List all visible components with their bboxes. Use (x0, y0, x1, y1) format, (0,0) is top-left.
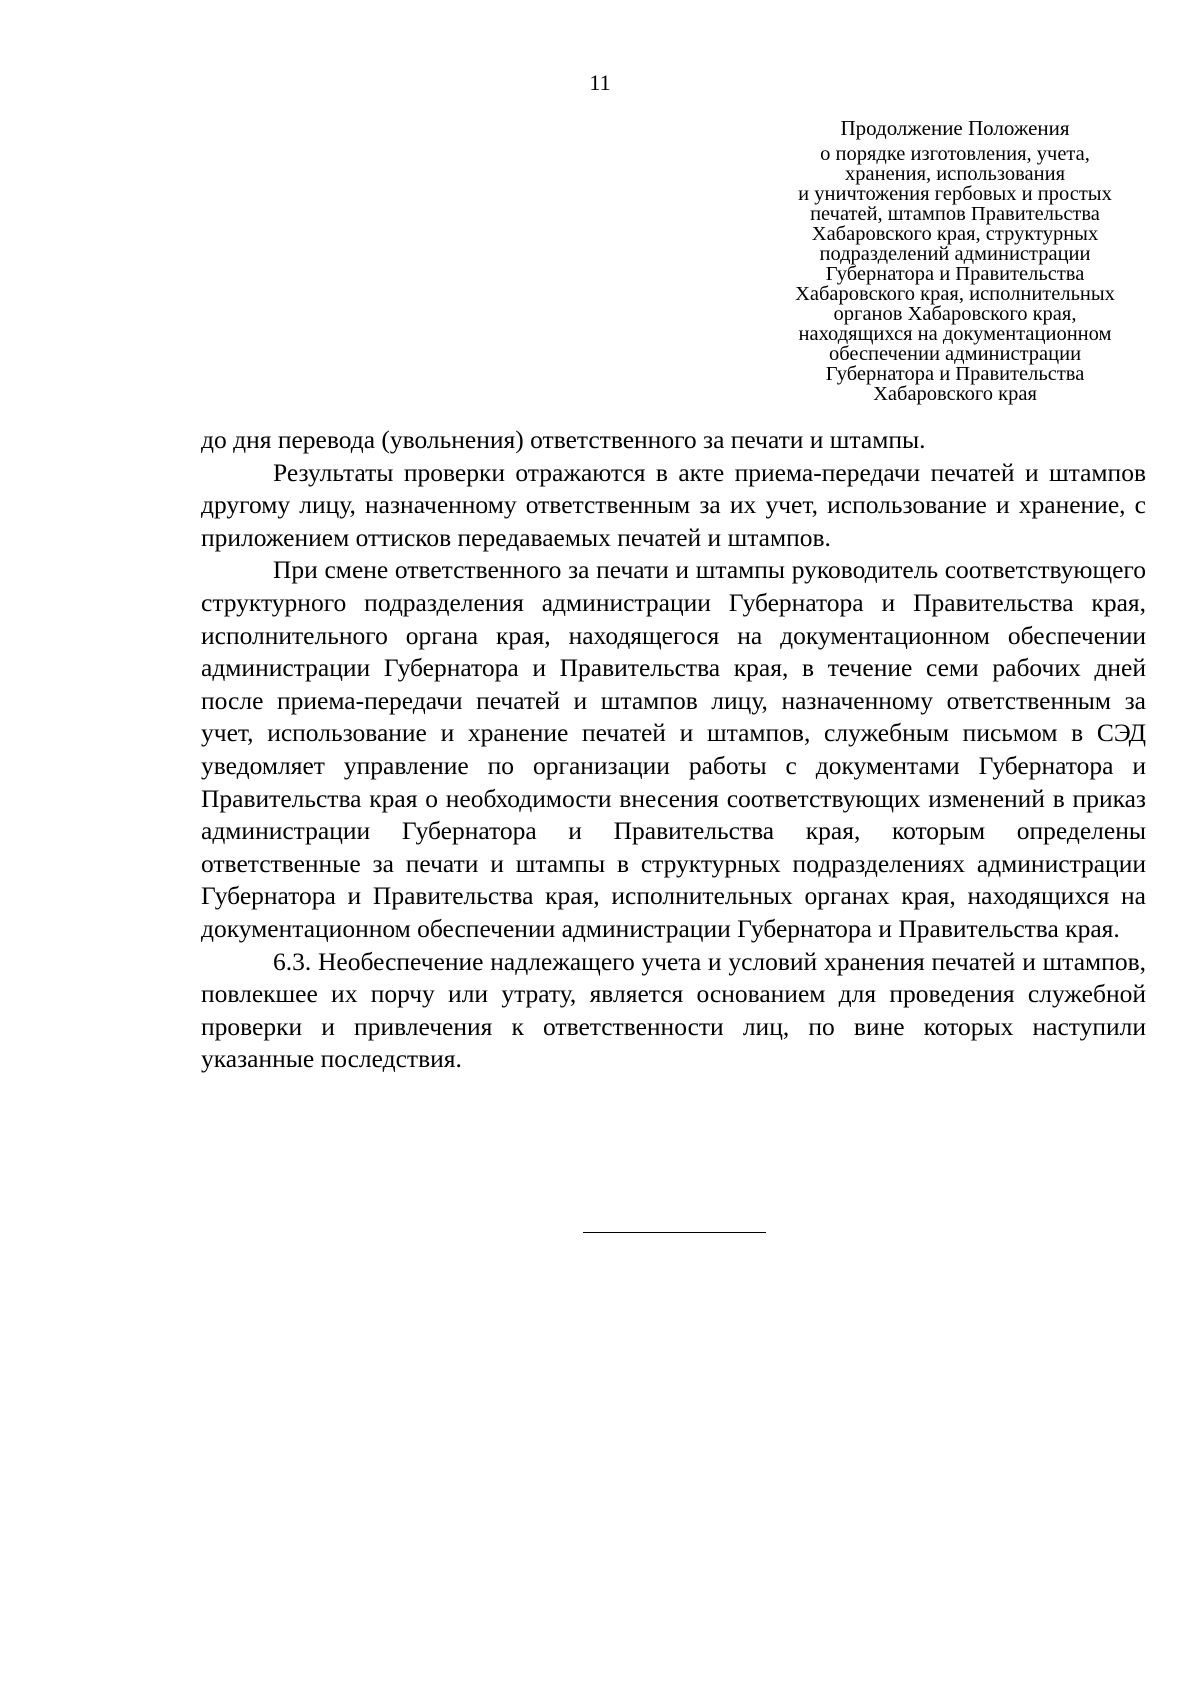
header-line: и уничтожения гербовых и простых (798, 183, 1112, 205)
closing-divider (583, 1232, 766, 1233)
header-title: Продолжение Положения (840, 116, 1070, 140)
header-line: находящихся на документационном (798, 323, 1112, 345)
body-paragraph: 6.3. Необеспечение надлежащего учета и условий хранения печатей и штампов, повлекшее их порчу или утрату, является основанием для проведения служебной проверки и привлечения к ответственности лиц, по вине которых наступили указанные последствия. (201, 946, 1146, 1074)
header-line: о порядке изготовления, учета, (820, 143, 1090, 165)
page-number: 11 (589, 70, 611, 95)
header-line: подразделений администрации (819, 243, 1091, 265)
header-line: органов Хабаровского края, (833, 303, 1077, 325)
header-line: обеспечении администрации (828, 343, 1082, 365)
body-paragraph: Результаты проверки отражаются в акте приема-передачи печатей и штампов другому лицу, назначенному ответственным за их учет, использование и хранение, с приложением оттисков передаваемых печатей и штампов. (201, 457, 1146, 552)
header-line: печатей, штампов Правительства (810, 203, 1100, 225)
header-line: Губернатора и Правительства (825, 363, 1085, 385)
header-line: Хабаровского края (873, 383, 1037, 405)
document-body (201, 424, 1146, 1076)
document-header (755, 116, 1155, 404)
header-line: Губернатора и Правительства (825, 263, 1085, 285)
body-paragraph: до дня перевода (увольнения) ответственного за печати и штампы. (201, 425, 926, 454)
header-line: Хабаровского края, исполнительных (795, 283, 1115, 305)
header-line: хранения, использования (845, 163, 1065, 185)
body-paragraph: При смене ответственного за печати и штампы руководитель соответствующего структурного подразделения администрации Губернатора и Правительства края, исполнительного органа края, находящегося на документационном обеспечении администрации Губернатора и Правительства края, в течение семи рабочих дней после приема-передачи печатей и штампов лицу, назначенному ответственным за учет, использование и хранение печатей и штампов, служебным письмом в СЭД уведомляет управление по организации работы с документами Губернатора и Правительства края о необходимости внесения соответствующих изменений в приказ администрации Губернатора и Правительства края, которым определены ответственные за печати и штампы в структурных подразделениях администрации Губернатора и Правительства края, исполнительных органах края, находящихся на документационном обеспечении администрации Губернатора и Правительства края. (201, 555, 1146, 943)
header-line: Хабаровского края, структурных (811, 223, 1099, 245)
